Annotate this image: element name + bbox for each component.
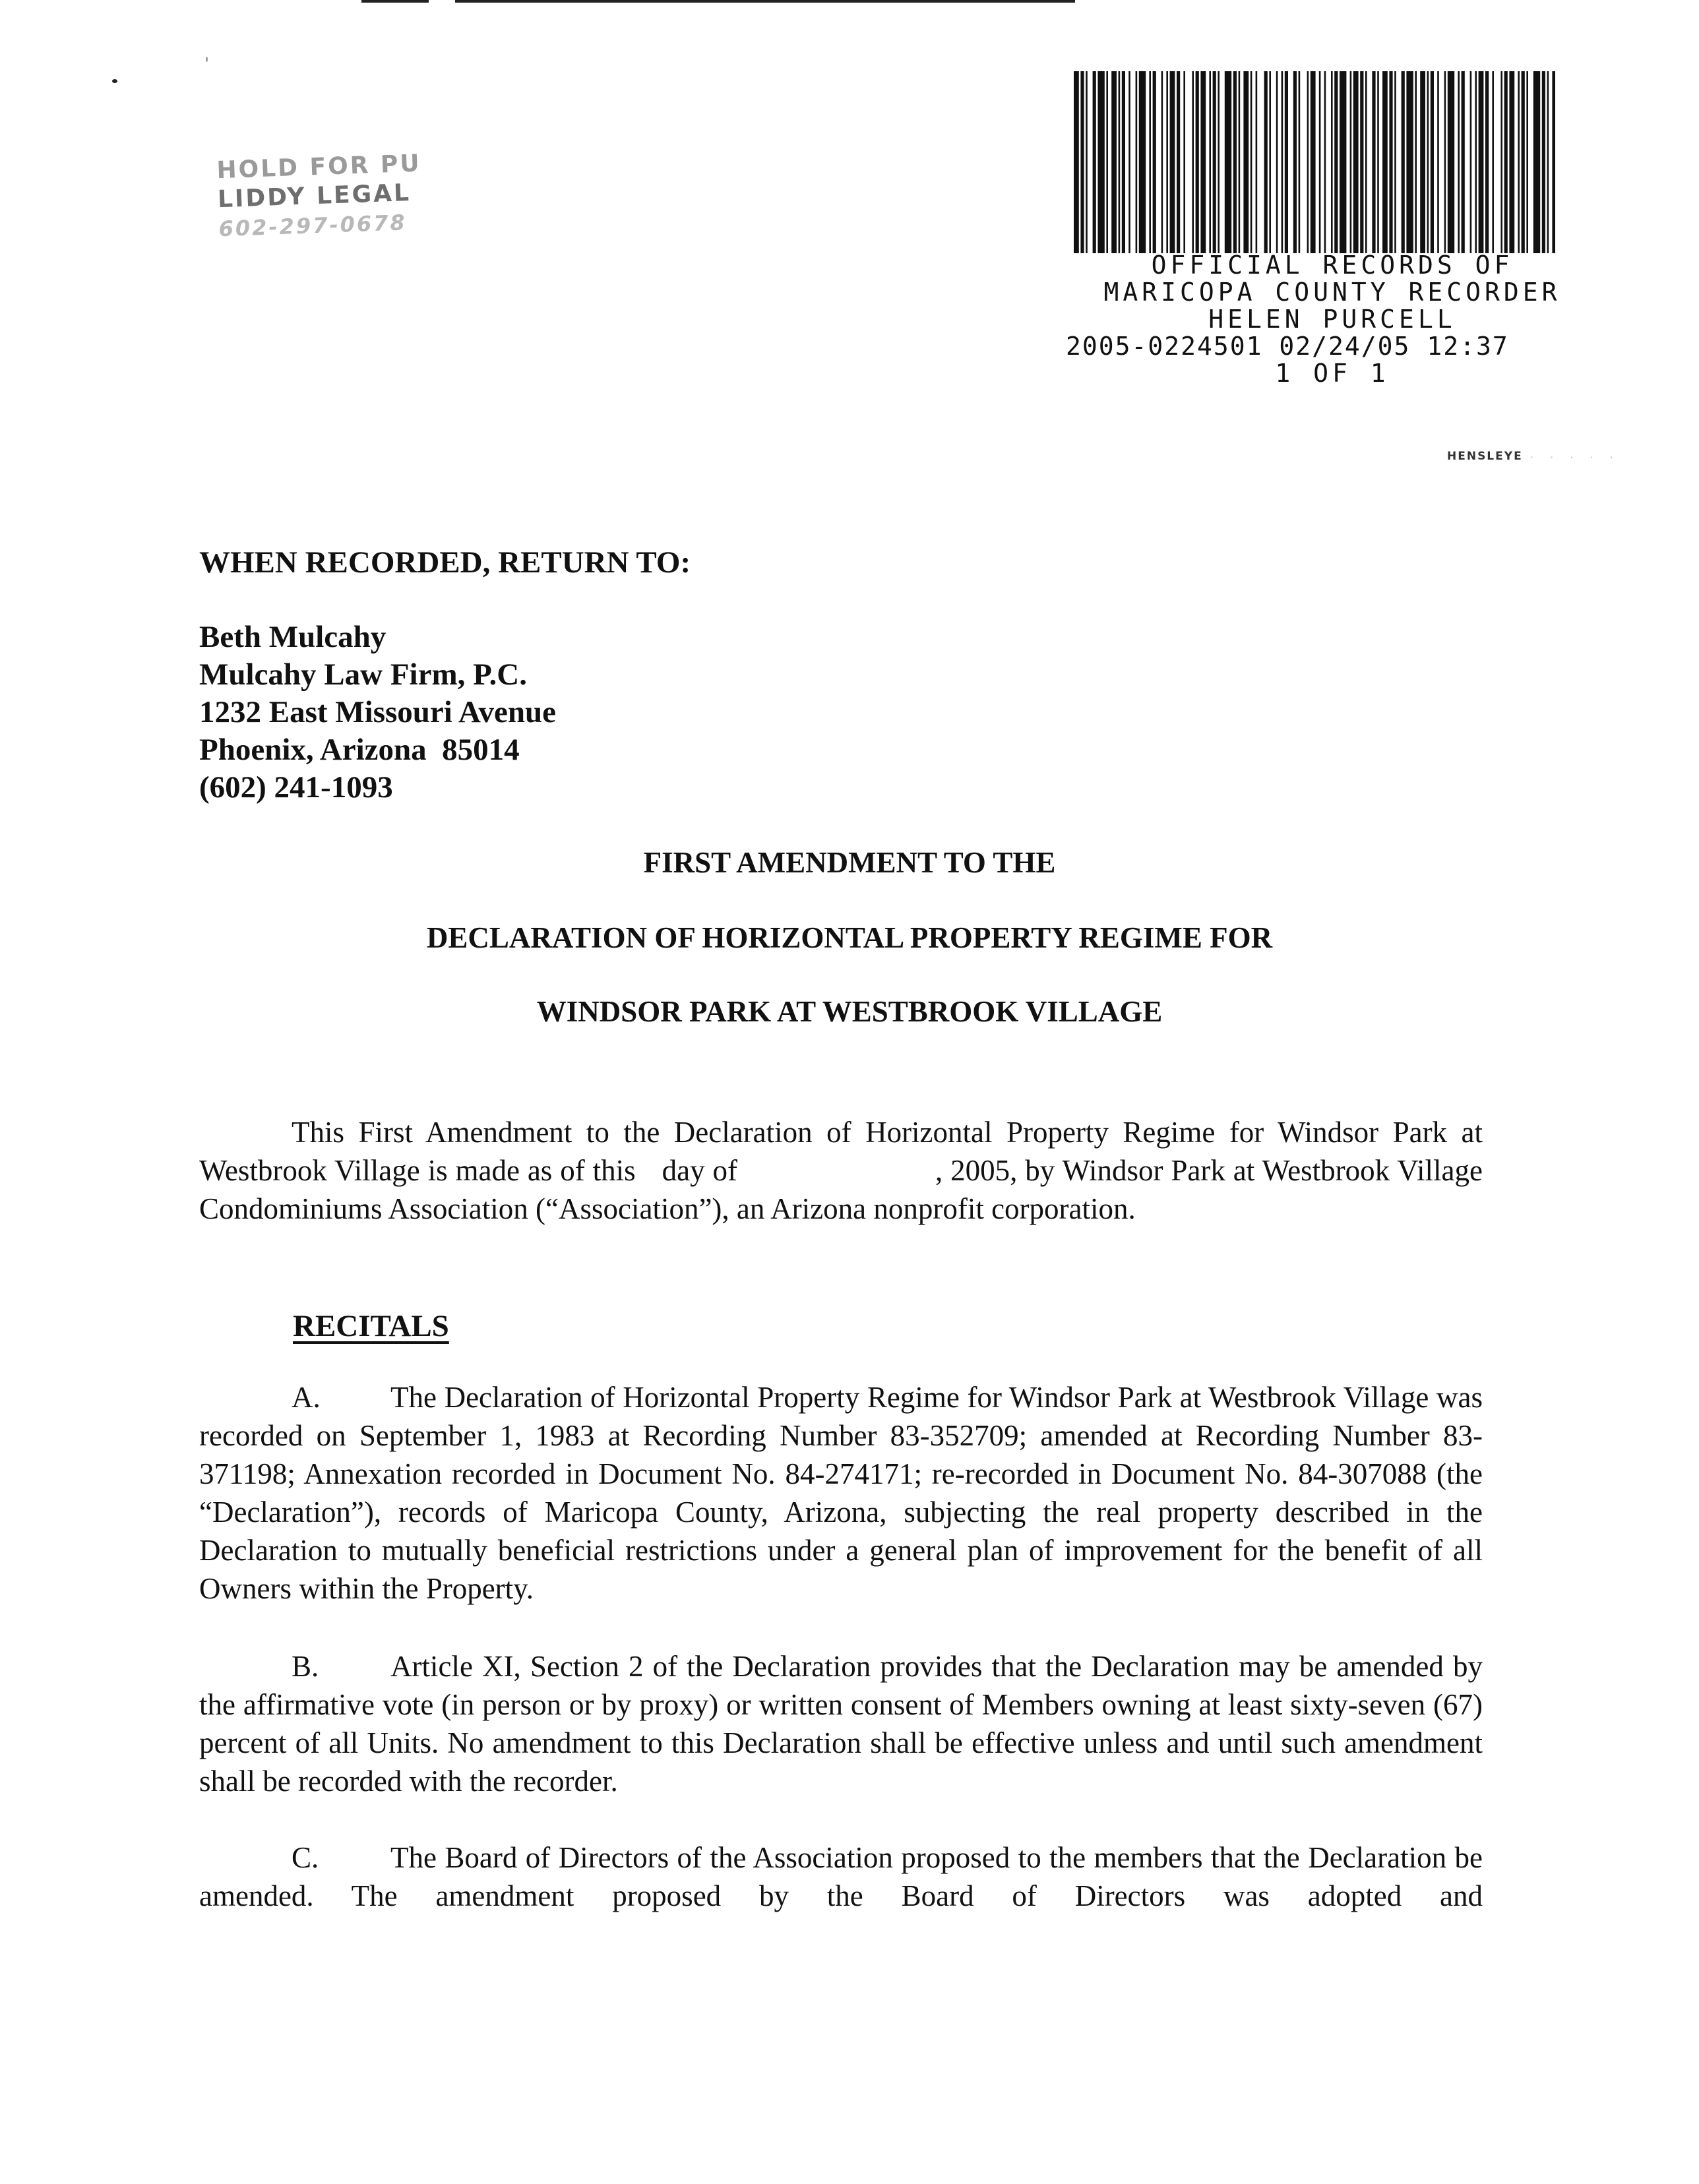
barcode-bar bbox=[1196, 71, 1199, 253]
barcode-bar bbox=[1372, 71, 1375, 253]
barcode-bar bbox=[1080, 71, 1084, 253]
barcode-bar bbox=[1183, 71, 1185, 253]
city-state-zip: Phoenix, Arizona 85014 bbox=[199, 733, 520, 767]
barcode-bar bbox=[1389, 71, 1392, 253]
barcode-bar bbox=[1479, 71, 1484, 253]
barcode-bar bbox=[1192, 71, 1194, 253]
barcode-bar bbox=[1542, 71, 1545, 253]
barcode-bar bbox=[1518, 71, 1520, 253]
barcode-bar bbox=[1264, 71, 1268, 253]
barcode-bar bbox=[1097, 71, 1104, 253]
barcode-bar bbox=[1122, 71, 1125, 253]
barcode-bar bbox=[1377, 71, 1379, 253]
street-address: 1232 East Missouri Avenue bbox=[199, 695, 556, 729]
stamp-line-3: 602-297-0678 bbox=[218, 210, 408, 242]
recital-a bbox=[199, 1378, 1483, 1608]
barcode-bar bbox=[1218, 71, 1220, 253]
barcode-bar bbox=[1509, 71, 1514, 253]
barcode-bar bbox=[1420, 71, 1425, 253]
scan-edge-line-left bbox=[361, 0, 429, 3]
barcode-bar bbox=[1086, 71, 1088, 253]
scan-dots: · · · · · bbox=[1530, 451, 1620, 464]
barcode-bar bbox=[1285, 71, 1288, 253]
scan-edge-line-right bbox=[455, 0, 1075, 3]
barcode-bar bbox=[1299, 71, 1301, 253]
barcode-bar bbox=[1256, 71, 1258, 253]
barcode-bar bbox=[1213, 71, 1216, 253]
barcode-bar bbox=[1462, 71, 1465, 253]
scan-speck bbox=[112, 79, 117, 83]
barcode-bar bbox=[1225, 71, 1231, 253]
recorder-clerk-id: HENSLEYE bbox=[1447, 450, 1523, 463]
return-to-heading: WHEN RECORDED, RETURN TO: bbox=[199, 545, 691, 580]
document-title-line-3: WINDSOR PARK AT WESTBROOK VILLAGE bbox=[536, 995, 1163, 1028]
recitals-heading: RECITALS bbox=[293, 1309, 449, 1343]
recorder-line-3: HELEN PURCELL bbox=[1208, 305, 1456, 334]
barcode-bar bbox=[1353, 71, 1359, 253]
barcode-bar bbox=[1350, 71, 1352, 253]
barcode-bar bbox=[1233, 71, 1237, 253]
stamp-line-1: HOLD FOR PU bbox=[216, 150, 422, 185]
barcode-bar bbox=[1431, 71, 1434, 253]
barcode-bar bbox=[1177, 71, 1180, 253]
recital-c-text: The Board of Directors of the Association proposed to the members that the Declaration be amended. The amendment proposed by the Board of Directors was adopted and bbox=[199, 1841, 1483, 1912]
document-title-line-2: DECLARATION OF HORIZONTAL PROPERTY REGIME FOR bbox=[426, 921, 1273, 954]
recital-b bbox=[199, 1647, 1483, 1800]
barcode-bar bbox=[1119, 71, 1121, 253]
barcode-bar bbox=[1276, 71, 1278, 253]
barcode-bar bbox=[1552, 71, 1555, 253]
document-title-line-1: FIRST AMENDMENT TO THE bbox=[643, 846, 1056, 879]
barcode-bar bbox=[1074, 71, 1079, 253]
intro-text-1: This First Amendment to the Declaration of Horizontal Property Regime for Windsor Park at Westbrook Village is made as of this bbox=[199, 1116, 1483, 1187]
barcode-bar bbox=[1111, 71, 1117, 253]
barcode-bar bbox=[1340, 71, 1346, 253]
barcode-bar bbox=[1415, 71, 1417, 253]
barcode-bar bbox=[1406, 71, 1413, 253]
recorder-line-1: OFFICIAL RECORDS OF bbox=[1151, 251, 1514, 280]
recorder-block bbox=[1042, 252, 1622, 387]
hold-for-pickup-stamp bbox=[216, 150, 422, 243]
barcode-bar bbox=[1243, 71, 1249, 253]
barcode-bar bbox=[1239, 71, 1241, 253]
stamp-line-2: LIDDY LEGAL bbox=[217, 179, 412, 214]
barcode-bar bbox=[1458, 71, 1460, 253]
barcode-bar bbox=[1427, 71, 1429, 253]
barcode-bar bbox=[1139, 71, 1146, 253]
return-address bbox=[199, 619, 556, 806]
barcode-bar bbox=[1448, 71, 1454, 253]
barcode-bar bbox=[1485, 71, 1489, 253]
barcode-bar bbox=[1365, 71, 1367, 253]
barcode-bar bbox=[1251, 71, 1252, 253]
barcode-bar bbox=[1153, 71, 1156, 253]
recital-b-text: Article XI, Section 2 of the Declaration provides that the Declaration may be amended by the affirmative vote (in person or by proxy) or written consent of Members owning at least sixty-seven (67) percent of all Units. No amendment to this Declaration shall be effective unless and until such amendment shall be recorded with the recorder. bbox=[199, 1650, 1483, 1798]
barcode-bar bbox=[1533, 71, 1540, 253]
barcode-bar bbox=[1319, 71, 1321, 253]
barcode-bar bbox=[1311, 71, 1316, 253]
barcode-bar bbox=[1149, 71, 1151, 253]
barcode-bar bbox=[1475, 71, 1477, 253]
barcode-bar bbox=[1504, 71, 1508, 253]
barcode-bar bbox=[1526, 71, 1528, 253]
addressee-name: Beth Mulcahy bbox=[199, 620, 386, 654]
barcode-bar bbox=[1200, 71, 1206, 253]
barcode-bar bbox=[1093, 71, 1096, 253]
recital-a-text: The Declaration of Horizontal Property Regime for Windsor Park at Westbrook Village was recorded on September 1, 1983 at Recording Number 83-352709; amended at Recording Number 83-371198; Annexation recorded in Document No. 84-274171; re-recorded in Document No. 84-307088 (the “Declaration”), records of Maricopa County, Arizona, subjecting the real property described in the Declaration to mutually beneficial restrictions under a general plan of improvement for the benefit of all Owners within the Property. bbox=[199, 1381, 1483, 1605]
page-count: 1 OF 1 bbox=[1275, 359, 1390, 388]
barcode-bar bbox=[1331, 71, 1333, 253]
barcode-bar bbox=[1394, 71, 1396, 253]
barcode-bar bbox=[1382, 71, 1388, 253]
barcode-bar bbox=[1324, 71, 1326, 253]
barcode-bar bbox=[1209, 71, 1211, 253]
phone-number: (602) 241-1093 bbox=[199, 770, 393, 804]
barcode-bar bbox=[1360, 71, 1363, 253]
scan-speck-small bbox=[206, 57, 208, 62]
intro-text-2: day of bbox=[662, 1154, 737, 1187]
recital-c-letter: C. bbox=[292, 1841, 319, 1874]
barcode-image bbox=[1074, 71, 1555, 253]
intro-text-3: , 2005, by Windsor Park at Westbrook Village Condominiums Association (“Association”), an Arizona nonprofit corporation. bbox=[199, 1154, 1483, 1225]
barcode-bar bbox=[1307, 71, 1309, 253]
intro-paragraph bbox=[199, 1113, 1483, 1228]
barcode-bar bbox=[1444, 71, 1446, 253]
barcode-bar bbox=[1269, 71, 1271, 253]
barcode-bar bbox=[1437, 71, 1439, 253]
barcode-bar bbox=[1522, 71, 1525, 253]
barcode-bar bbox=[1334, 71, 1338, 253]
barcode-bar bbox=[1106, 71, 1108, 253]
barcode-bar bbox=[1282, 71, 1283, 253]
barcode-bar bbox=[1128, 71, 1130, 253]
barcode-bar bbox=[1136, 71, 1138, 253]
barcode-bar bbox=[1492, 71, 1494, 253]
barcode-bar bbox=[1293, 71, 1297, 253]
recorder-line-2: MARICOPA COUNTY RECORDER bbox=[1103, 278, 1561, 307]
recital-c bbox=[199, 1838, 1483, 1915]
barcode-bar bbox=[1402, 71, 1405, 253]
barcode-bar bbox=[1470, 71, 1472, 253]
recording-number: 2005-0224501 02/24/05 12:37 bbox=[1066, 332, 1509, 361]
recital-b-letter: B. bbox=[292, 1650, 319, 1683]
barcode-bar bbox=[1547, 71, 1549, 253]
barcode-bar bbox=[1166, 71, 1168, 253]
barcode-bar bbox=[1500, 71, 1502, 253]
recital-a-letter: A. bbox=[292, 1381, 321, 1414]
barcode-bar bbox=[1161, 71, 1163, 253]
barcode-bar bbox=[1170, 71, 1175, 253]
law-firm-name: Mulcahy Law Firm, P.C. bbox=[199, 657, 527, 692]
